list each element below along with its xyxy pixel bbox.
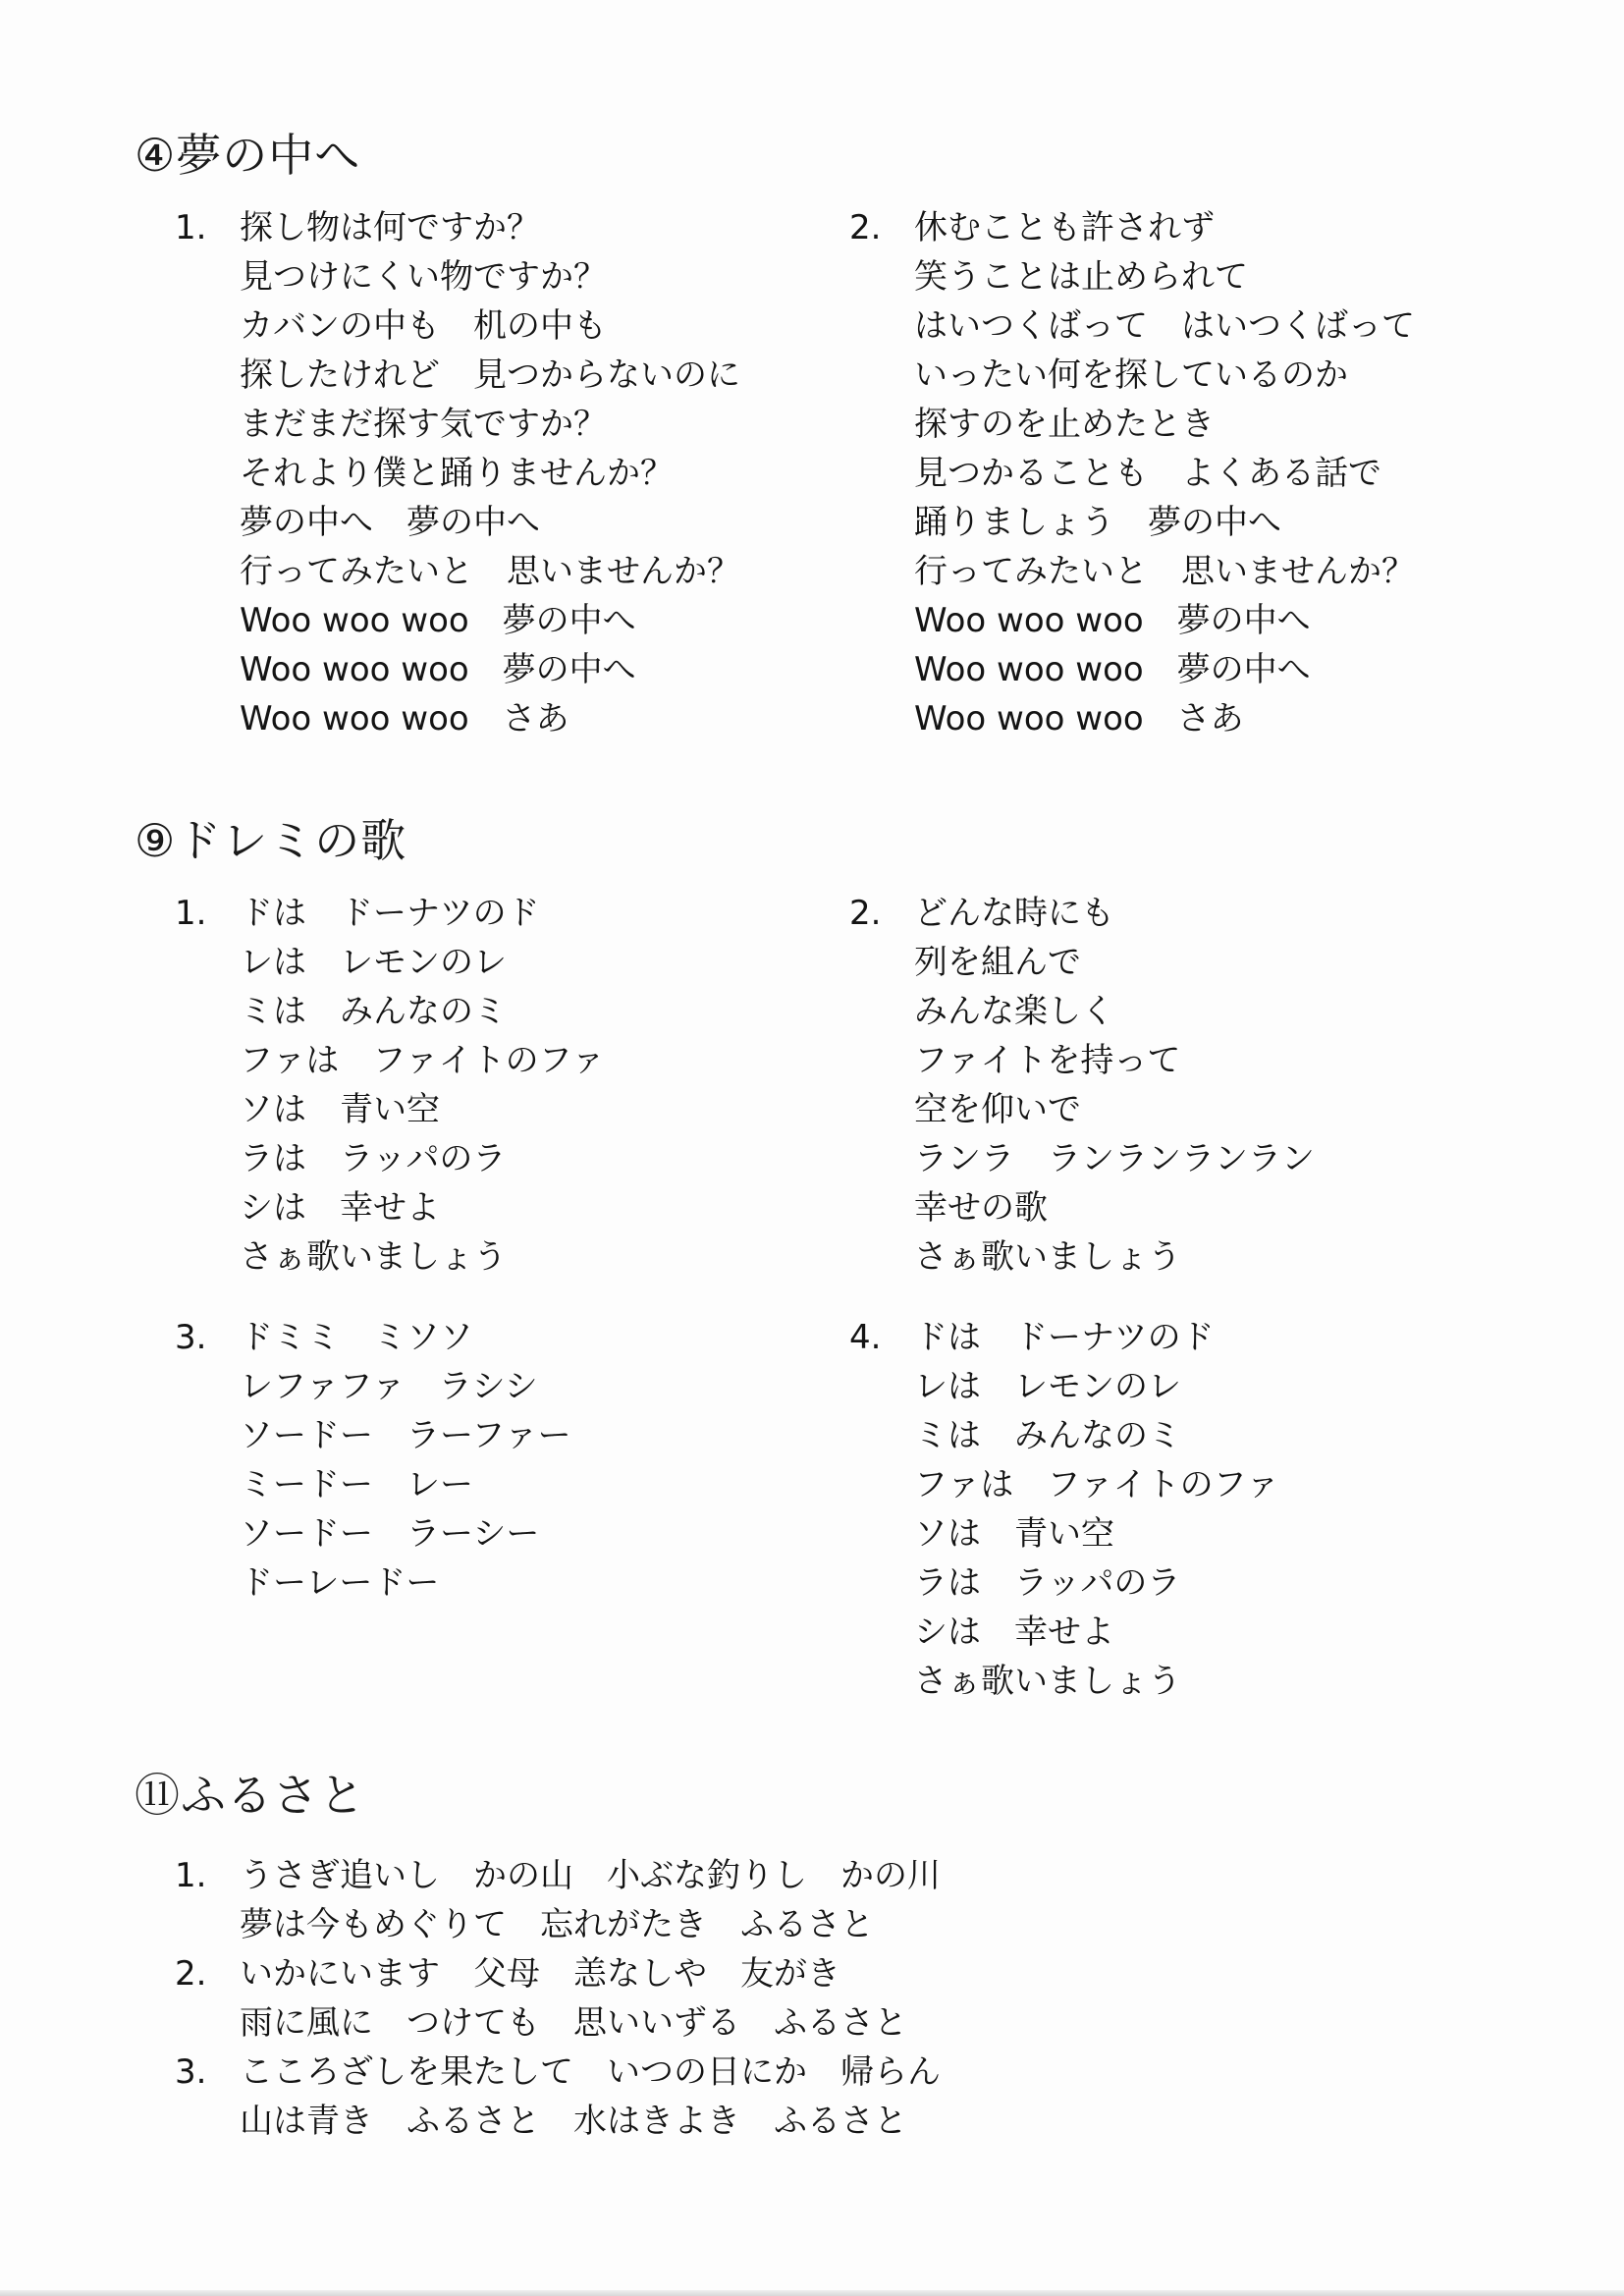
verse-number: 1. <box>175 894 207 933</box>
lyric-line: Woo woo woo 夢の中へ <box>240 650 636 689</box>
lyric-line: さぁ歌いましょう <box>914 1237 1181 1277</box>
lyric-line: 夢の中へ 夢の中へ <box>240 503 540 542</box>
lyric-line: 行ってみたいと 思いませんか？ <box>240 552 740 591</box>
lyric-line: みんな楽しく <box>914 992 1114 1031</box>
lyric-line: ランラ ランランランラン <box>914 1139 1315 1178</box>
lyric-line: 探すのを止めたとき <box>914 405 1215 444</box>
lyric-line: ドーレードー <box>240 1563 440 1603</box>
lyric-line: 探し物は何ですか？ <box>240 208 540 247</box>
verse-lines <box>240 2048 941 2146</box>
lyric-line: Woo woo woo さあ <box>240 699 569 738</box>
lyric-line: ソードー ラーファー <box>240 1416 571 1455</box>
lyric-line: ソは 青い空 <box>240 1090 440 1129</box>
lyric-line: 見つかることも よくある話で <box>914 454 1381 493</box>
lyric-line: 行ってみたいと 思いませんか？ <box>914 552 1415 591</box>
lyric-line: Woo woo woo 夢の中へ <box>240 601 636 640</box>
lyric-line: 列を組んで <box>914 943 1081 982</box>
lyric-line: うさぎ追いし かの山 小ぶな釣りし かの川 <box>240 1856 941 1895</box>
lyric-line: ミードー レー <box>240 1465 473 1504</box>
verse-lines <box>240 1949 907 2048</box>
verse-number: 3. <box>175 2052 207 2092</box>
lyric-line: Woo woo woo 夢の中へ <box>914 650 1311 689</box>
song-title-doremi-no-uta: ⑨ドレミの歌 <box>135 814 407 867</box>
lyric-line: いかにいます 父母 恙なしや 友がき <box>240 1954 840 1994</box>
verse-number: 4. <box>849 1318 882 1357</box>
lyric-line: 夢は今もめぐりて 忘れがたき ふるさと <box>240 1905 874 1944</box>
lyric-line: さぁ歌いましょう <box>914 1662 1181 1701</box>
lyric-line: ラは ラッパのラ <box>240 1139 507 1178</box>
verse-number: 2. <box>849 894 882 933</box>
verse-lines <box>914 889 1315 1282</box>
lyric-line: レは レモンのレ <box>240 943 507 982</box>
lyric-line: ドは ドーナツのド <box>240 894 540 933</box>
lyric-line: 空を仰いで <box>914 1090 1081 1129</box>
lyric-line: ラは ラッパのラ <box>914 1563 1181 1603</box>
lyric-line: それより僕と踊りませんか？ <box>240 454 674 493</box>
verse-number: 2. <box>849 208 882 247</box>
verse-lines <box>240 203 740 743</box>
verse-lines <box>240 1313 571 1608</box>
scan-edge <box>0 2290 1624 2296</box>
lyric-line: はいつくばって はいつくばって <box>914 306 1415 346</box>
lyric-line: どんな時にも <box>914 894 1114 933</box>
lyric-line: 幸せの歌 <box>914 1188 1048 1228</box>
lyric-line: 踊りましょう 夢の中へ <box>914 503 1281 542</box>
lyric-line: ミは みんなのミ <box>914 1416 1181 1455</box>
lyric-line: ファイトを持って <box>914 1041 1181 1080</box>
lyric-line: ドは ドーナツのド <box>914 1318 1215 1357</box>
verse-number: 2. <box>175 1954 207 1994</box>
lyric-line: レファファ ラシシ <box>240 1367 538 1406</box>
song-title-yume-no-naka-e: ④夢の中へ <box>135 129 361 182</box>
lyric-line: ソードー ラーシー <box>240 1514 540 1554</box>
verse-number: 3. <box>175 1318 207 1357</box>
lyric-line: レは レモンのレ <box>914 1367 1181 1406</box>
lyric-line: シは 幸せよ <box>240 1188 440 1228</box>
verse-lines <box>240 889 605 1282</box>
lyric-line: Woo woo woo 夢の中へ <box>914 601 1311 640</box>
verse-lines <box>914 1313 1279 1706</box>
lyric-line: シは 幸せよ <box>914 1613 1114 1652</box>
lyric-line: ミは みんなのミ <box>240 992 507 1031</box>
lyric-line: こころざしを果たして いつの日にか 帰らん <box>240 2052 941 2092</box>
lyric-line: まだまだ探す気ですか？ <box>240 405 607 444</box>
lyric-line: ファは ファイトのファ <box>914 1465 1279 1504</box>
lyric-line: Woo woo woo さあ <box>914 699 1244 738</box>
lyric-line: 見つけにくい物ですか？ <box>240 257 607 297</box>
lyric-line: ソは 青い空 <box>914 1514 1114 1554</box>
verse-number: 1. <box>175 208 207 247</box>
verse-number: 1. <box>175 1856 207 1895</box>
lyric-line: カバンの中も 机の中も <box>240 306 607 346</box>
lyric-line: 笑うことは止められて <box>914 257 1248 297</box>
song-title-furusato: ⑪ふるさと <box>135 1769 365 1822</box>
lyric-line: いったい何を探しているのか <box>914 355 1348 395</box>
verse-lines <box>240 1851 941 1949</box>
lyric-line: 山は青き ふるさと 水はきよき ふるさと <box>240 2102 907 2141</box>
lyric-line: ドミミ ミソソ <box>240 1318 473 1357</box>
lyric-line: 雨に風に つけても 思いいずる ふるさと <box>240 2003 907 2043</box>
lyric-line: ファは ファイトのファ <box>240 1041 605 1080</box>
lyric-line: 休むことも許されず <box>914 208 1215 247</box>
verse-lines <box>914 203 1415 743</box>
lyric-line: 探したけれど 見つからないのに <box>240 355 740 395</box>
lyric-line: さぁ歌いましょう <box>240 1237 507 1277</box>
